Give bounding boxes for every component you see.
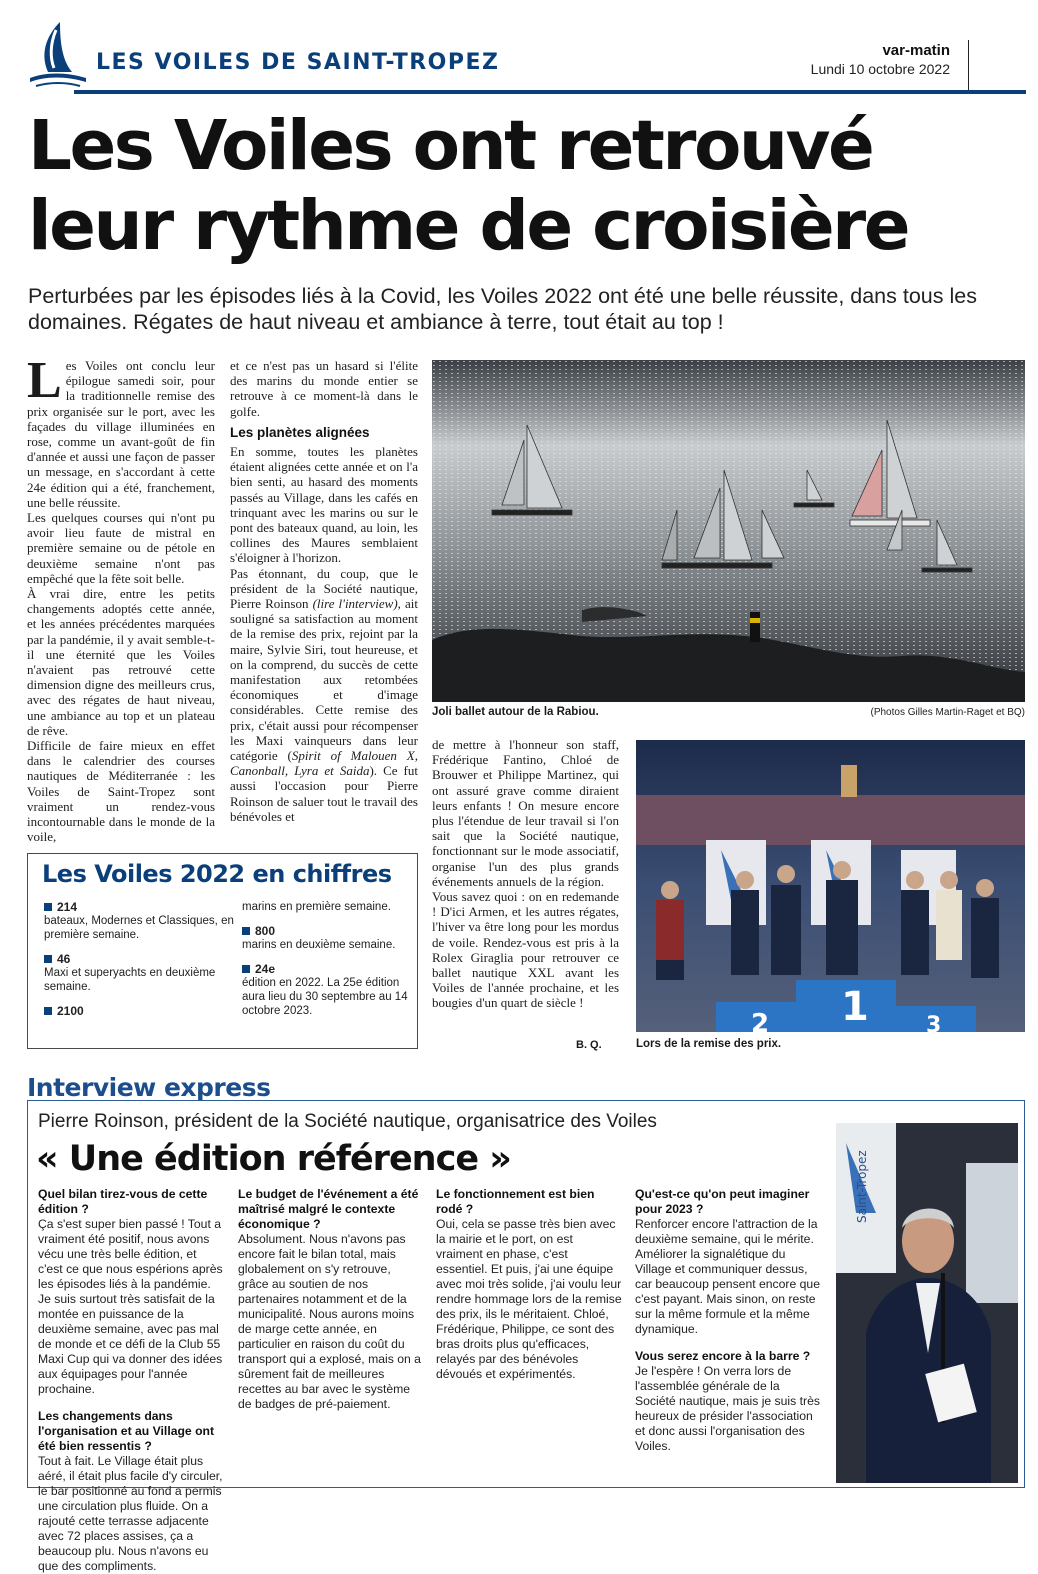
figure-text: Maxi et superyachts en deuxième semaine.: [44, 967, 216, 993]
figure-number: 800: [242, 924, 412, 938]
figures-title: Les Voiles 2022 en chiffres: [42, 860, 392, 888]
figure-item: [44, 952, 234, 994]
paragraph: En somme, toutes les planètes étaient alignées cette année et on l'a bien senti, au hasard des moments passés au Village, dans les cafés en trinquant avec les marins ou sur le pont des bateaux quand, au loin, les collines des Maures semblaient s'éloigner à l'horizon.: [230, 444, 418, 566]
paragraph: de mettre à l'honneur son staff, Frédérique Fantino, Chloé de Brouwer et Philippe Martinez, qui ont assuré grave comme diraient leurs enfants ! On mesure encore plus l'étendue de leur travail si l'on sait que la Société nautique, fonctionnant sur le mode associatif, organise l'un des plus grands événements annuels de la région.: [432, 737, 619, 889]
figure-text: édition en 2022. La 25e édition aura lieu du 30 septembre au 14 octobre 2023.: [242, 977, 408, 1017]
interview-column-3: [436, 1187, 622, 1382]
headline: [28, 106, 1018, 266]
article-column-3: [432, 737, 619, 1011]
interview-column-1: [38, 1187, 224, 1574]
interview-answer: Ça s'est super bien passé ! Tout a vraiment été positif, nous avons vécu une très belle édition, et c'est ce que nous espérions après les épisodes liés à la pandémie. Je suis surtout très satisfait de la montée en puissance de la deuxième semaine, avec pas mal de monde et ce défi de la Club 55 Maxi Cup qui va donner des idées aux équipages pour l'année prochaine.: [38, 1217, 223, 1396]
interview-question: Quel bilan tirez-vous de cette édition ?: [38, 1187, 208, 1216]
figure-item: [242, 900, 412, 914]
interview-question: Le fonctionnement est bien rodé ?: [436, 1187, 595, 1216]
interview-answer: Je l'espère ! On verra lors de l'assemblée générale de la Société nautique, mais je suis très heureux de présider l'association et donc aussi l'organisation des Voiles.: [635, 1364, 820, 1453]
publication-date: Lundi 10 octobre 2022: [810, 61, 950, 77]
paragraph: À vrai dire, entre les petits changements adoptés cette année, et les années précédentes marquées par la pandémie, il y avait semble-t-il une éternité que les Voiles n'avaient pas retrouvé cette dimension digne des meilleurs crus, avec des régates de haut niveau, une ambiance au top et un plateau de rêve.: [27, 586, 215, 738]
photo-caption: Joli ballet autour de la Rabiou.: [432, 706, 599, 718]
author-signature: B. Q.: [576, 1039, 602, 1051]
interview-answer: Renforcer encore l'attraction de la deuxième semaine, qui le mérite. Améliorer la signalétique du Village et communiquer dessus, car beaucoup pensent encore que c'est payant. Mais sinon, on reste sur la même formule et la même dynamique.: [635, 1217, 820, 1336]
figure-item: [44, 1004, 234, 1018]
page-header: [26, 20, 1026, 92]
article-column-1: [27, 352, 215, 845]
interview-question: Vous serez encore à la barre ?: [635, 1349, 811, 1363]
paragraph: et ce n'est pas un hasard si l'élite des marins du monde entier se retrouve à ce moment-là dans le golfe.: [230, 358, 418, 419]
figures-column: [44, 900, 234, 1028]
interview-question: Le budget de l'événement a été maîtrisé malgré le contexte économique ?: [238, 1187, 419, 1231]
paragraph: Les Voiles ont conclu leur épilogue samedi soir, pour la traditionnelle remise des prix organisée sur le port, avec les façades du village illuminées en rose, comme un avant-goût de fin d'année et aussi une façon de passer un message, en s'accordant à cette 24e édition qui a été, franchement, une belle réussite.: [27, 352, 215, 510]
ceremony-image: [636, 740, 1025, 1039]
figure-number: 24e: [242, 962, 412, 976]
interview-box: [27, 1100, 1025, 1573]
banner-text: Saint-Tropez: [855, 1150, 869, 1223]
figure-number: 46: [44, 952, 234, 966]
regatta-photo: [432, 360, 1025, 702]
figure-number: 2100: [44, 1004, 234, 1018]
article-column-2: [230, 358, 418, 824]
section-name: LES VOILES DE SAINT-TROPEZ: [96, 50, 500, 75]
paragraph: Vous savez quoi : on en redemande ! D'ici Armen, et les autres régates, l'hiver va être long pour les mordus de voile. Rendez-vous est pris à la Rolex Giraglia pour retrouver ce ballet nautique XXL avant les Voiles de l'année prochaine, et les bougies d'un quart de siècle !: [432, 889, 619, 1011]
portrait-image: [836, 1123, 1018, 1483]
figure-text: marins en deuxième semaine.: [242, 939, 396, 951]
newspaper-name: var-matin: [882, 42, 950, 59]
interview-answer: Absolument. Nous n'avons pas encore fait le bilan total, mais globalement on s'y retrouve, grâce au soutien de nos partenaires notamment et de la municipalité. Nous aurons moins de marge cette année, en particulier en raison du coût du transport qui a explosé, mais on a sûrement fait de meilleures recettes au bar avec le système de badges de pré-paiement.: [238, 1232, 421, 1411]
newspaper-info: [811, 42, 950, 77]
interview-question: Les changements dans l'organisation et au Village ont été bien ressentis ?: [38, 1409, 215, 1453]
headline-line-1: Les Voiles ont retrouvé: [28, 106, 873, 186]
paragraph: Pas étonnant, du coup, que le président de la Société nautique, Pierre Roinson (lire l'interview), ait souligné sa satisfaction au moment de la remise des prix, rejoint par la maire, Sylvie Siri, tout heureuse, et on la comprend, du succès de cette manifestation aux retombées économiques et d'image considérables. Cette remise des prix, c'était aussi pour récompenser les Maxi vainqueurs dans leur catégorie (Spirit of Malouen X, Canonball, Lyra et Saida). Ce fut aussi l'occasion pour Pierre Roinson de saluer tout le travail des bénévoles et: [230, 565, 419, 824]
interview-title: « Une édition référence »: [36, 1139, 511, 1179]
interview-kicker: Pierre Roinson, président de la Société nautique, organisatrice des Voiles: [38, 1111, 657, 1132]
header-divider: [968, 40, 969, 90]
figure-text: marins en première semaine.: [242, 901, 391, 913]
svg-text:1: 1: [841, 984, 869, 1030]
svg-text:2: 2: [751, 1009, 770, 1039]
dropcap: L: [27, 352, 62, 409]
paragraph: Difficile de faire mieux en effet dans le calendrier des courses nautiques de Méditerranée : les Voiles de Saint-Tropez sont vraiment un rendez-vous incontournable dans le monde de la voile,: [27, 738, 215, 845]
ceremony-photo: [636, 740, 1025, 1039]
regatta-image: [432, 360, 1025, 702]
subheading: Les planètes alignées: [230, 424, 370, 440]
figure-number: 214: [44, 900, 234, 914]
figures-column: [242, 900, 412, 1028]
headline-line-2: leur rythme de croisière: [28, 186, 908, 266]
photo-credit: (Photos Gilles Martin-Raget et BQ): [870, 707, 1025, 718]
svg-text:3: 3: [926, 1013, 942, 1038]
interview-answer: Tout à fait. Le Village était plus aéré, il était plus facile d'y circuler, le bar positionné au fond a permis une circulation plus fluide. On a rajouté cette terrasse adjacente avec 72 places assises, ça a beaucoup plu. Nous n'avons eu que des compliments.: [38, 1454, 223, 1573]
figure-text: bateaux, Modernes et Classiques, en première semaine.: [44, 915, 234, 941]
deck: Perturbées par les épisodes liés à la Covid, les Voiles 2022 ont été une belle réussite, dans tous les domaines. Régates de haut niveau et ambiance à terre, tout était au top !: [28, 284, 977, 334]
photo-caption: Lors de la remise des prix.: [636, 1038, 782, 1050]
portrait-photo: [836, 1123, 1018, 1483]
figures-box: [27, 853, 418, 1049]
figure-item: [242, 962, 412, 1018]
interview-answer: Oui, cela se passe très bien avec la mairie et le port, on est vraiment en phase, c'est essentiel. Et puis, j'ai une équipe avec moi très solide, j'ai voulu leur rendre hommage lors de la remise des prix, ils le méritaient. Chloé, Frédérique, Philippe, ce sont des bras droits plus qu'efficaces, relayés par des bénévoles dévoués et expérimentés.: [436, 1217, 622, 1381]
interview-tag: Interview express: [27, 1073, 271, 1102]
figure-item: [242, 924, 412, 952]
sail-logo-icon: [26, 20, 88, 88]
interview-column-2: [238, 1187, 424, 1412]
interview-question: Qu'est-ce qu'on peut imaginer pour 2023 ?: [635, 1187, 810, 1216]
header-rule: [74, 90, 1026, 94]
figure-item: [44, 900, 234, 942]
paragraph: Les quelques courses qui n'ont pu avoir lieu faute de mistral en première semaine ou de pétole en deuxième semaine n'ont pas empêché que la fête soit belle.: [27, 510, 215, 586]
interview-column-4: [635, 1187, 821, 1454]
